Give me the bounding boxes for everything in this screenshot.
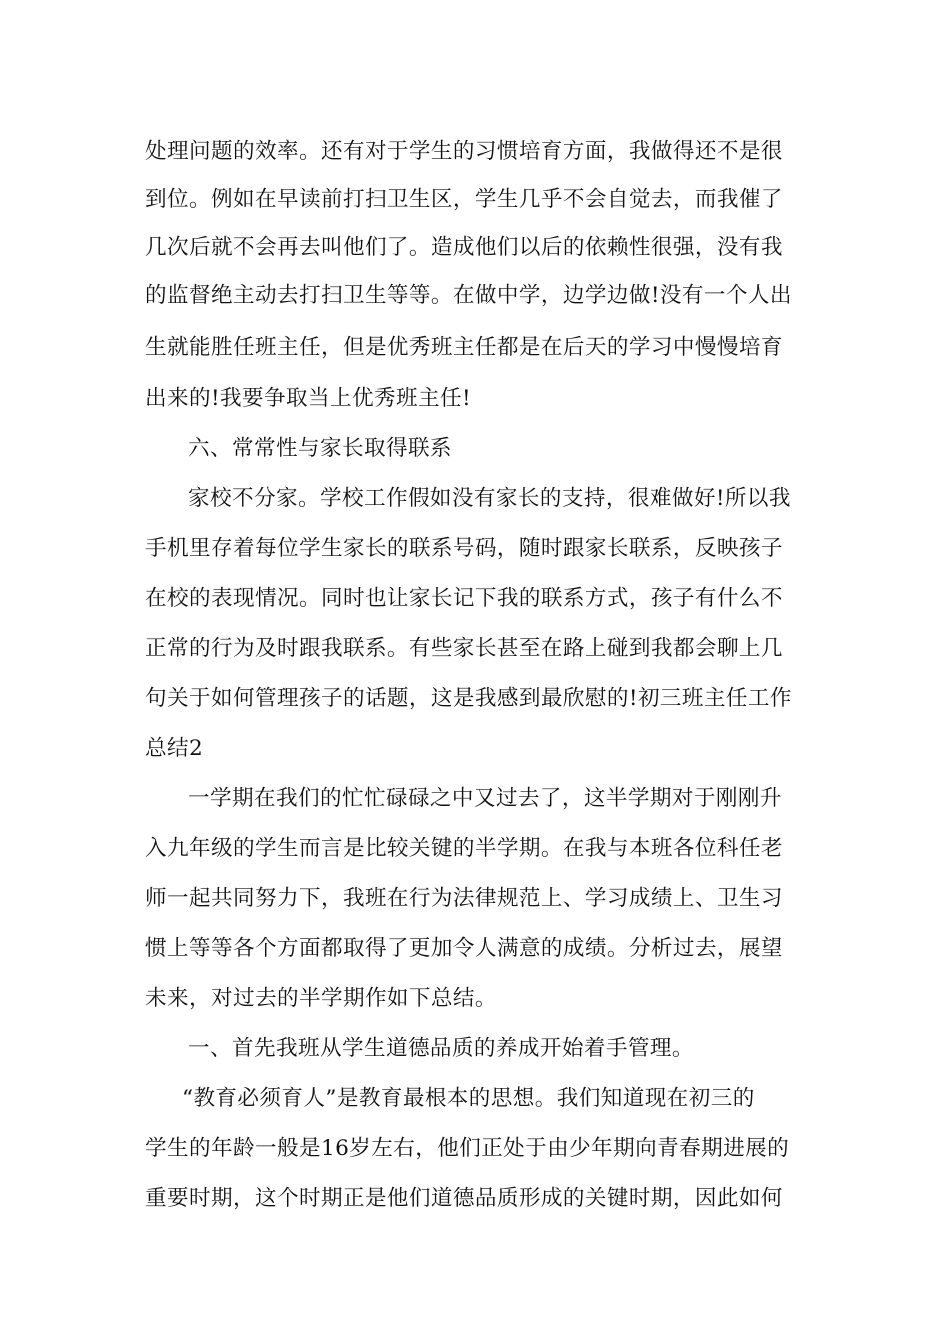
text-line: 生就能胜任班主任，但是优秀班主任都是在后天的学习中慢慢培育 bbox=[145, 335, 783, 360]
text-line: 正常的行为及时跟我联系。有些家长甚至在路上碰到我都会聊上几 bbox=[145, 636, 783, 661]
text-line: 句关于如何管理孩子的话题，这是我感到最欣慰的!初三班主任工作 bbox=[145, 686, 792, 711]
text-line: 惯上等等各个方面都取得了更加令人满意的成绩。分析过去，展望 bbox=[145, 936, 783, 961]
text-line: 处理问题的效率。还有对于学生的习惯培育方面，我做得还不是很 bbox=[145, 139, 783, 164]
text-line: 家校不分家。学校工作假如没有家长的支持，很难做好!所以我 bbox=[188, 486, 791, 511]
text-line: 的监督绝主动去打扫卫生等等。在做中学，边学边做!没有一个人出 bbox=[145, 283, 792, 308]
text-line: 重要时期，这个时期正是他们道德品质形成的关键时期，因此如何 bbox=[145, 1186, 783, 1211]
text-line: 手机里存着每位学生家长的联系号码，随时跟家长联系，反映孩子 bbox=[145, 536, 783, 561]
section-heading: 六、常常性与家长取得联系 bbox=[188, 436, 452, 461]
text-line: 未来，对过去的半学期作如下总结。 bbox=[145, 986, 497, 1011]
text-line: 一学期在我们的忙忙碌碌之中又过去了，这半学期对于刚刚升 bbox=[188, 786, 782, 811]
text-line: 师一起共同努力下，我班在行为法律规范上、学习成绩上、卫生习 bbox=[145, 886, 783, 911]
text-line: 在校的表现情况。同时也让家长记下我的联系方式，孩子有什么不 bbox=[145, 586, 783, 611]
section-heading: 一、首先我班从学生道德品质的养成开始着手管理。 bbox=[188, 1036, 694, 1061]
text-line: 学生的年龄一般是16岁左右，他们正处于由少年期向青春期进展的 bbox=[145, 1136, 790, 1161]
text-line: 几次后就不会再去叫他们了。造成他们以后的依赖性很强，没有我 bbox=[145, 235, 783, 260]
text-line: 出来的!我要争取当上优秀班主任! bbox=[145, 386, 472, 411]
text-line: “教育必须育人”是教育最根本的思想。我们知道现在初三的 bbox=[182, 1086, 755, 1111]
text-line: 入九年级的学生而言是比较关键的半学期。在我与本班各位科任老 bbox=[145, 836, 783, 861]
text-line: 总结2 bbox=[145, 736, 204, 761]
text-line: 到位。例如在早读前打扫卫生区，学生几乎不会自觉去，而我催了 bbox=[145, 187, 783, 212]
